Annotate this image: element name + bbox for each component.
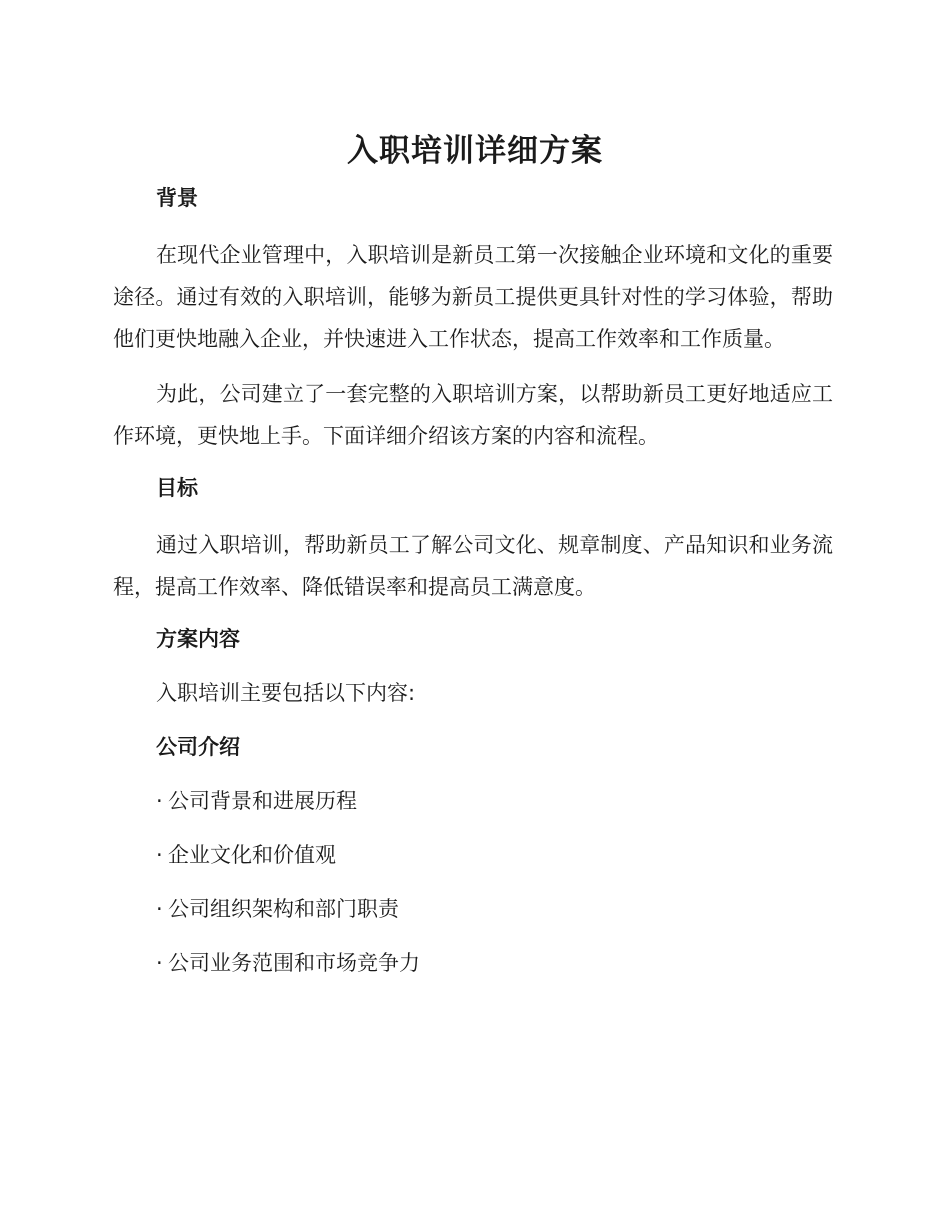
- bullet-symbol: ·: [156, 789, 163, 813]
- section-heading-goal: 目标: [156, 476, 198, 500]
- section-heading-plan: 方案内容: [156, 627, 240, 651]
- background-paragraph-2: 为此，公司建立了一套完整的入职培训方案，以帮助新员工更好地适应工作环境，更快地上手。下面详细介绍该方案的内容和流程。: [113, 382, 833, 448]
- list-item-text: 公司背景和进展历程: [168, 789, 357, 813]
- plan-intro: 入职培训主要包括以下内容:: [156, 681, 416, 705]
- list-item: [113, 891, 833, 927]
- list-item-text: 企业文化和价值观: [168, 843, 336, 867]
- bullet-symbol: ·: [156, 843, 163, 867]
- list-item: [113, 945, 833, 981]
- list-item: [113, 783, 833, 819]
- document-title: 入职培训详细方案: [347, 133, 603, 169]
- section-heading-background: 背景: [156, 186, 198, 210]
- subsection-heading-company-intro: 公司介绍: [156, 735, 240, 759]
- bullet-symbol: ·: [156, 897, 163, 921]
- bullet-symbol: ·: [156, 951, 163, 975]
- goal-paragraph: 通过入职培训，帮助新员工了解公司文化、规章制度、产品知识和业务流程，提高工作效率、降低错误率和提高员工满意度。: [113, 533, 833, 599]
- background-paragraph-1: 在现代企业管理中，入职培训是新员工第一次接触企业环境和文化的重要途径。通过有效的入职培训，能够为新员工提供更具针对性的学习体验，帮助他们更快地融入企业，并快速进入工作状态，提高工作效率和工作质量。: [113, 243, 833, 351]
- document-body: [113, 180, 833, 981]
- list-item: [113, 837, 833, 873]
- list-item-text: 公司组织架构和部门职责: [168, 897, 399, 921]
- list-item-text: 公司业务范围和市场竞争力: [168, 951, 420, 975]
